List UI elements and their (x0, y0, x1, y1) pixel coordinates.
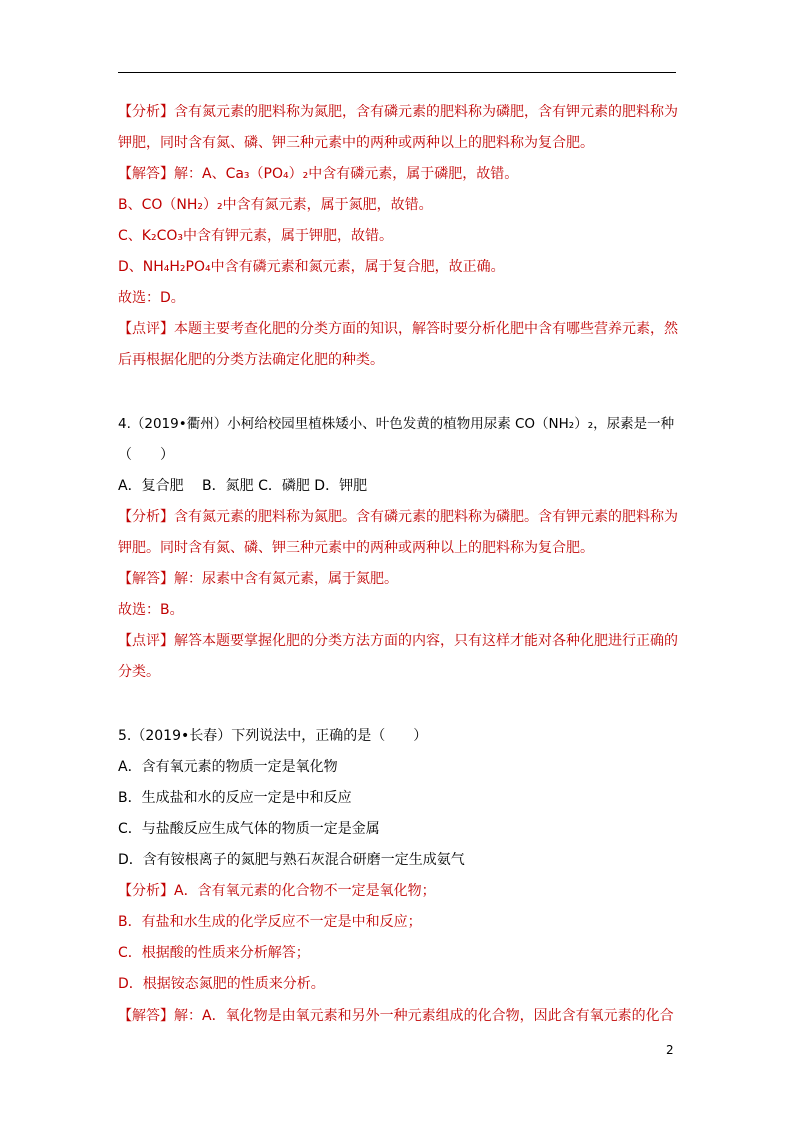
analysis-line-1: 【分析】含有氮元素的肥料称为氮肥，含有磷元素的肥料称为磷肥，含有钾元素的肥料称为 (118, 104, 678, 120)
answer-option-b: B、CO（NH₂）₂中含有氮元素，属于氮肥，故错。 (118, 197, 433, 213)
page-number: 2 (666, 1043, 674, 1057)
analysis-line-2: 钾肥，同时含有氮、磷、钾三种元素中的两种或两种以上的肥料称为复合肥。 (118, 135, 594, 151)
question-5-option-c: C．与盐酸反应生成气体的物质一定是金属 (118, 821, 380, 837)
q4-answer-line: 【解答】解：尿素中含有氮元素，属于氮肥。 (118, 571, 398, 587)
question-4-blank: （ ） (118, 447, 174, 463)
question-5-option-d: D．含有铵根离子的氮肥与熟石灰混合研磨一定生成氨气 (118, 852, 465, 868)
question-4-stem: 4.（2019•衢州）小柯给校园里植株矮小、叶色发黄的植物用尿素 CO（NH₂）₂，尿素是一种 (118, 416, 675, 432)
q4-analysis-line-2: 钾肥。同时含有氮、磷、钾三种元素中的两种或两种以上的肥料称为复合肥。 (118, 540, 594, 556)
header-rule (118, 72, 676, 73)
q5-analysis-line-4: D．根据铵态氮肥的性质来分析。 (118, 976, 325, 992)
q5-analysis-line-3: C．根据酸的性质来分析解答； (118, 945, 310, 961)
choice-line: 故选：D。 (118, 290, 185, 306)
question-4-options: A．复合肥 B．氮肥 C．磷肥 D．钾肥 (118, 478, 368, 494)
answer-line: 【解答】解：A、Ca₃（PO₄）₂中含有磷元素，属于磷肥，故错。 (118, 166, 519, 182)
q5-analysis-line-1: 【分析】A．含有氧元素的化合物不一定是氧化物； (118, 883, 436, 899)
answer-option-d: D、NH₄H₂PO₄中含有磷元素和氮元素，属于复合肥，故正确。 (118, 259, 505, 275)
q4-analysis-line-1: 【分析】含有氮元素的肥料称为氮肥。含有磷元素的肥料称为磷肥。含有钾元素的肥料称为 (118, 509, 678, 525)
q5-answer-line: 【解答】解：A．氧化物是由氧元素和另外一种元素组成的化合物，因此含有氧元素的化合 (118, 1008, 674, 1024)
question-5-stem: 5.（2019•长春）下列说法中，正确的是（ ） (118, 728, 428, 744)
comment-line-2: 后再根据化肥的分类方法确定化肥的种类。 (118, 352, 384, 368)
q4-comment-line-1: 【点评】解答本题要掌握化肥的分类方法方面的内容，只有这样才能对各种化肥进行正确的 (118, 633, 678, 649)
q4-choice-line: 故选：B。 (118, 602, 184, 618)
answer-option-c: C、K₂CO₃中含有钾元素，属于钾肥，故错。 (118, 228, 393, 244)
q5-analysis-line-2: B．有盐和水生成的化学反应不一定是中和反应； (118, 914, 422, 930)
q4-comment-line-2: 分类。 (118, 664, 160, 680)
question-5-option-a: A．含有氧元素的物质一定是氧化物 (118, 759, 338, 775)
comment-line-1: 【点评】本题主要考查化肥的分类方面的知识，解答时要分析化肥中含有哪些营养元素，然 (118, 321, 678, 337)
question-5-option-b: B．生成盐和水的反应一定是中和反应 (118, 790, 352, 806)
